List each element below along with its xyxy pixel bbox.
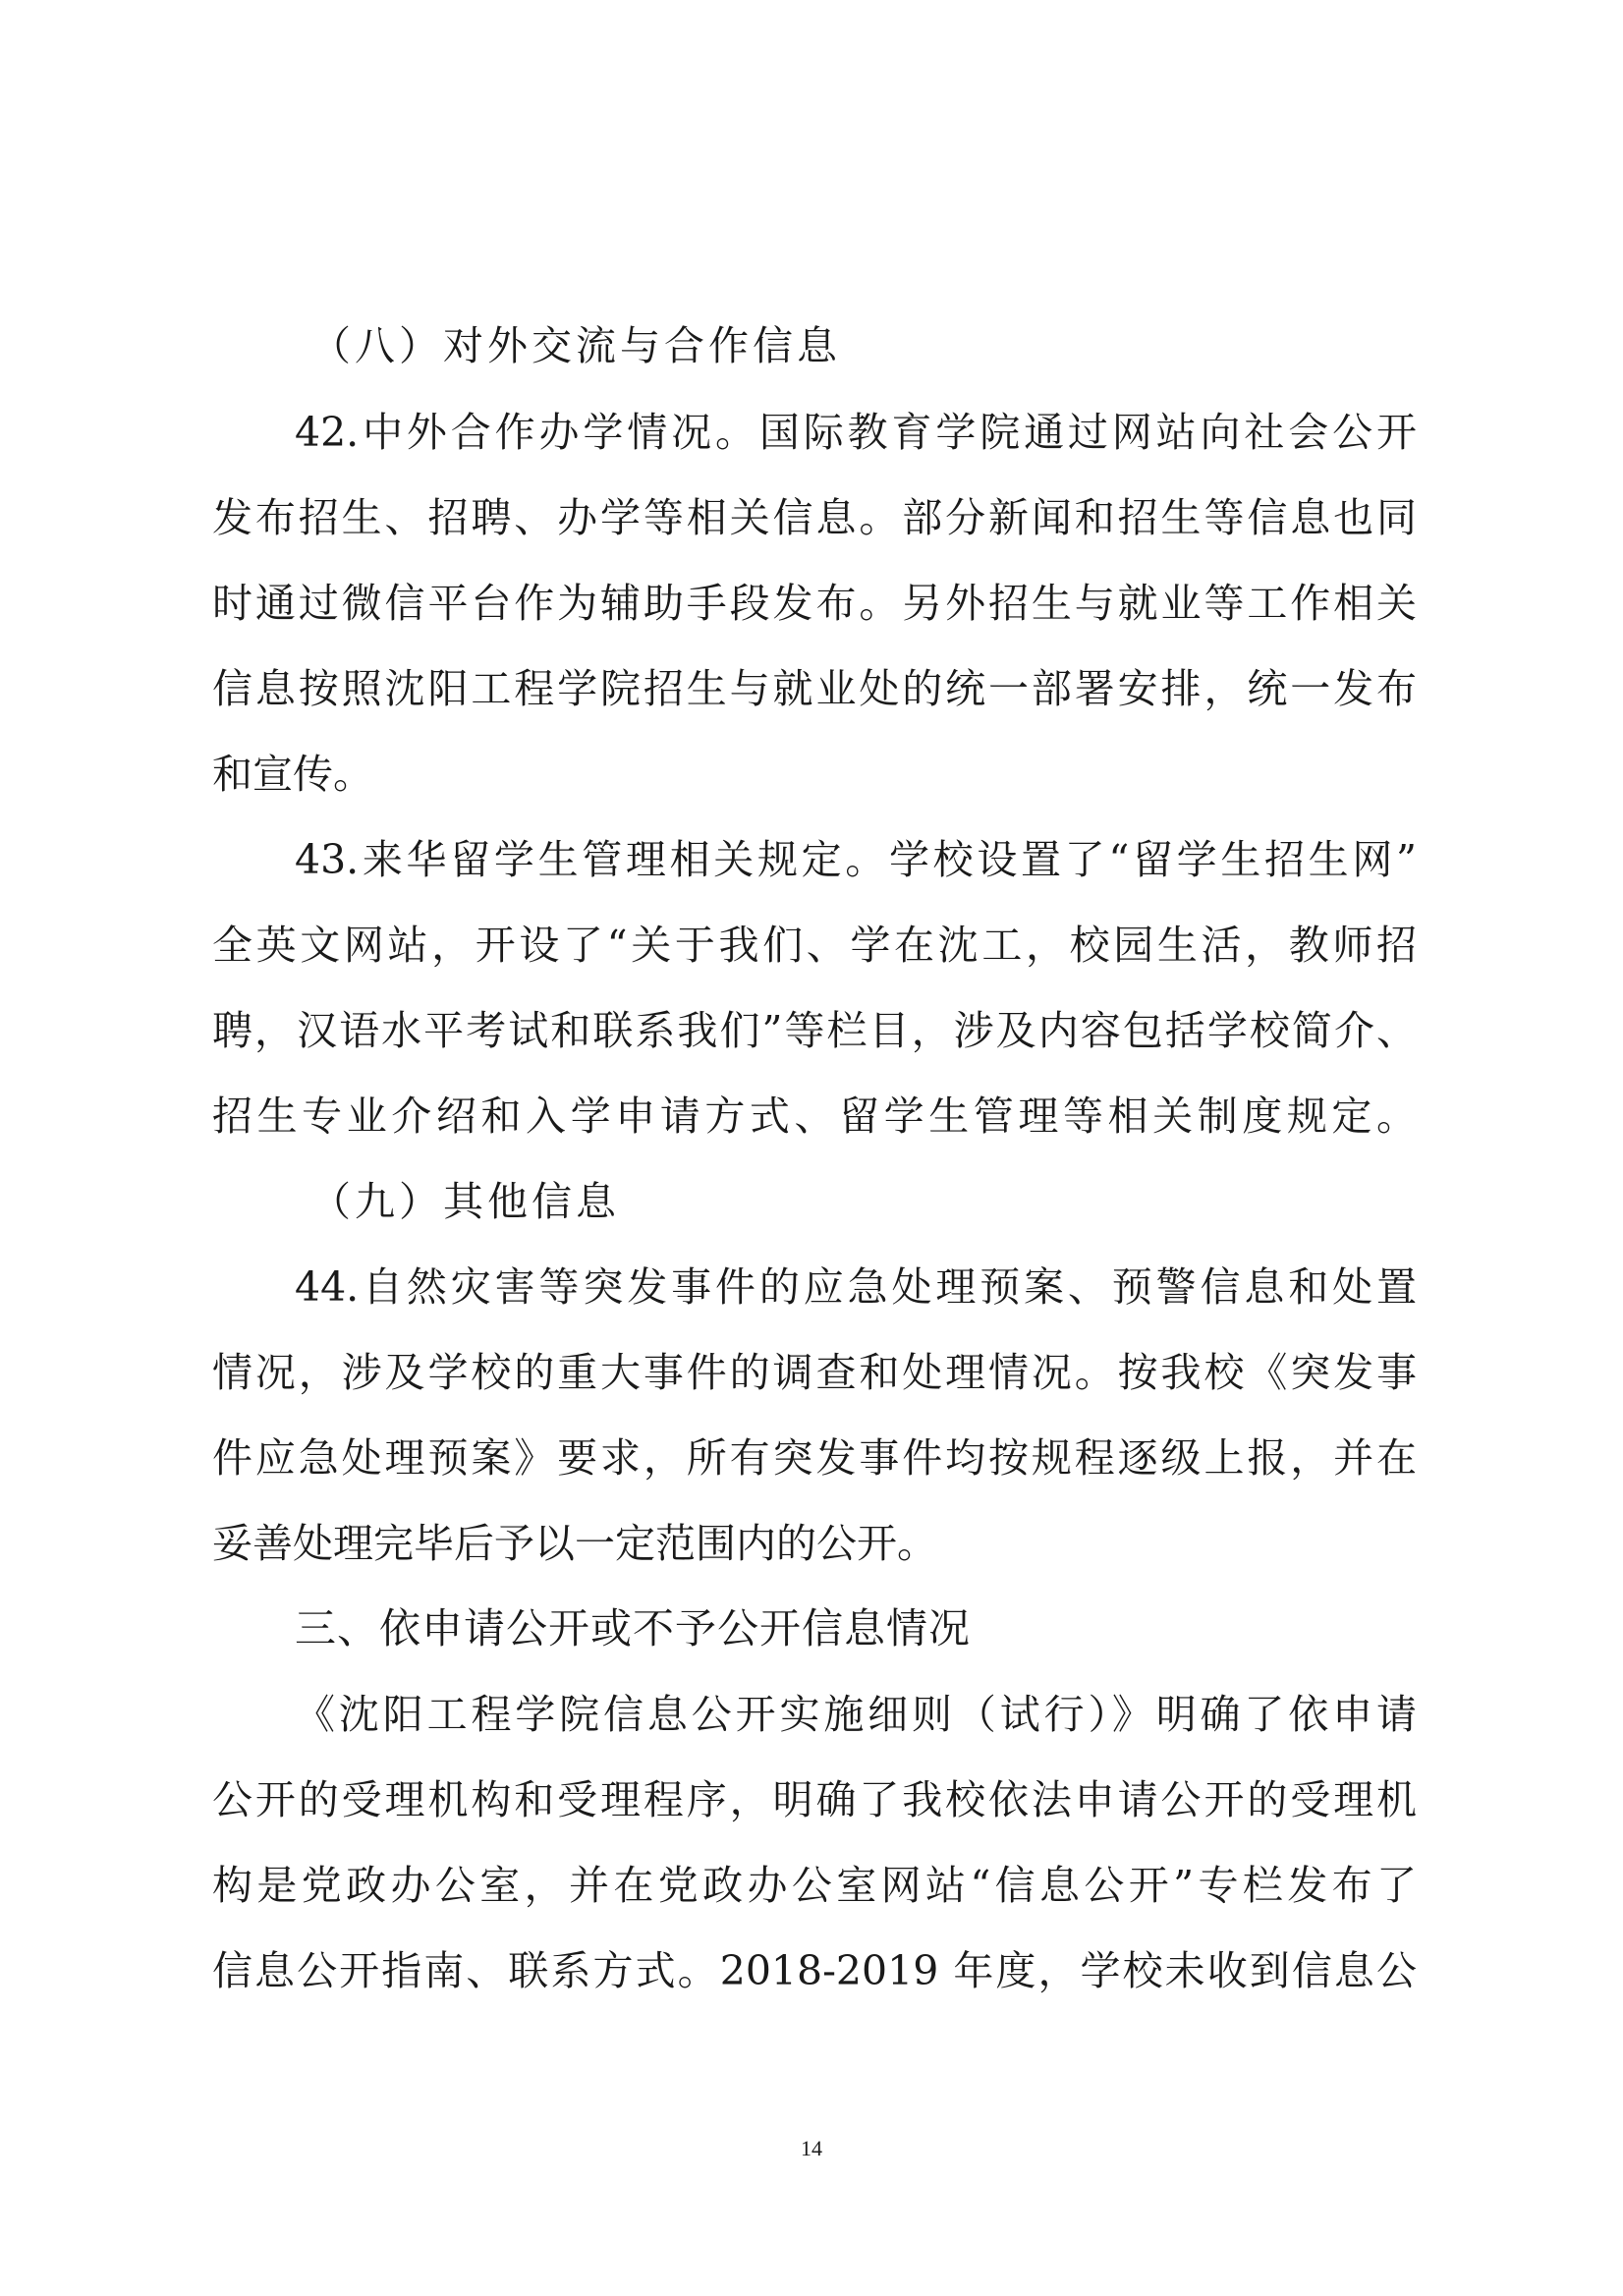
item-42-line-1: 42.中外合作办学情况。国际教育学院通过网站向社会公开 bbox=[295, 409, 1417, 456]
section-9-heading: （九）其他信息 bbox=[310, 1178, 620, 1225]
item-43-line-1: 43.来华留学生管理相关规定。学校设置了“留学生招生网” bbox=[295, 836, 1417, 883]
item-44-line-4: 妥善处理完毕后予以一定范围内的公开。 bbox=[212, 1520, 937, 1567]
page-number: 14 bbox=[801, 2136, 822, 2160]
section-3-line-2: 公开的受理机构和受理程序，明确了我校依法申请公开的受理机 bbox=[212, 1776, 1417, 1823]
item-43-line-3: 聘，汉语水平考试和联系我们”等栏目，涉及内容包括学校简介、 bbox=[212, 1007, 1417, 1054]
item-44-line-1: 44.自然灾害等突发事件的应急处理预案、预警信息和处置 bbox=[295, 1263, 1417, 1311]
section-3-heading: 三、依申请公开或不予公开信息情况 bbox=[295, 1604, 972, 1652]
item-44-line-2: 情况，涉及学校的重大事件的调查和处理情况。按我校《突发事 bbox=[212, 1349, 1417, 1396]
item-42-line-4: 信息按照沈阳工程学院招生与就业处的统一部署安排，统一发布 bbox=[212, 665, 1417, 712]
item-43-line-2: 全英文网站，开设了“关于我们、学在沈工，校园生活，教师招 bbox=[212, 922, 1417, 969]
item-42-line-3: 时通过微信平台作为辅助手段发布。另外招生与就业等工作相关 bbox=[212, 580, 1417, 627]
item-42-line-2: 发布招生、招聘、办学等相关信息。部分新闻和招生等信息也同 bbox=[212, 494, 1417, 541]
item-42-line-5: 和宣传。 bbox=[212, 751, 373, 798]
section-3-line-1: 《沈阳工程学院信息公开实施细则（试行）》明确了依申请 bbox=[295, 1691, 1417, 1738]
section-3-line-4: 信息公开指南、联系方式。2018-2019 年度，学校未收到信息公 bbox=[212, 1947, 1417, 1994]
item-43-line-4: 招生专业介绍和入学申请方式、留学生管理等相关制度规定。 bbox=[212, 1092, 1417, 1140]
section-8-heading: （八）对外交流与合作信息 bbox=[310, 322, 841, 369]
section-3-line-3: 构是党政办公室，并在党政办公室网站“信息公开”专栏发布了 bbox=[212, 1862, 1417, 1909]
item-44-line-3: 件应急处理预案》要求，所有突发事件均按规程逐级上报，并在 bbox=[212, 1434, 1417, 1482]
